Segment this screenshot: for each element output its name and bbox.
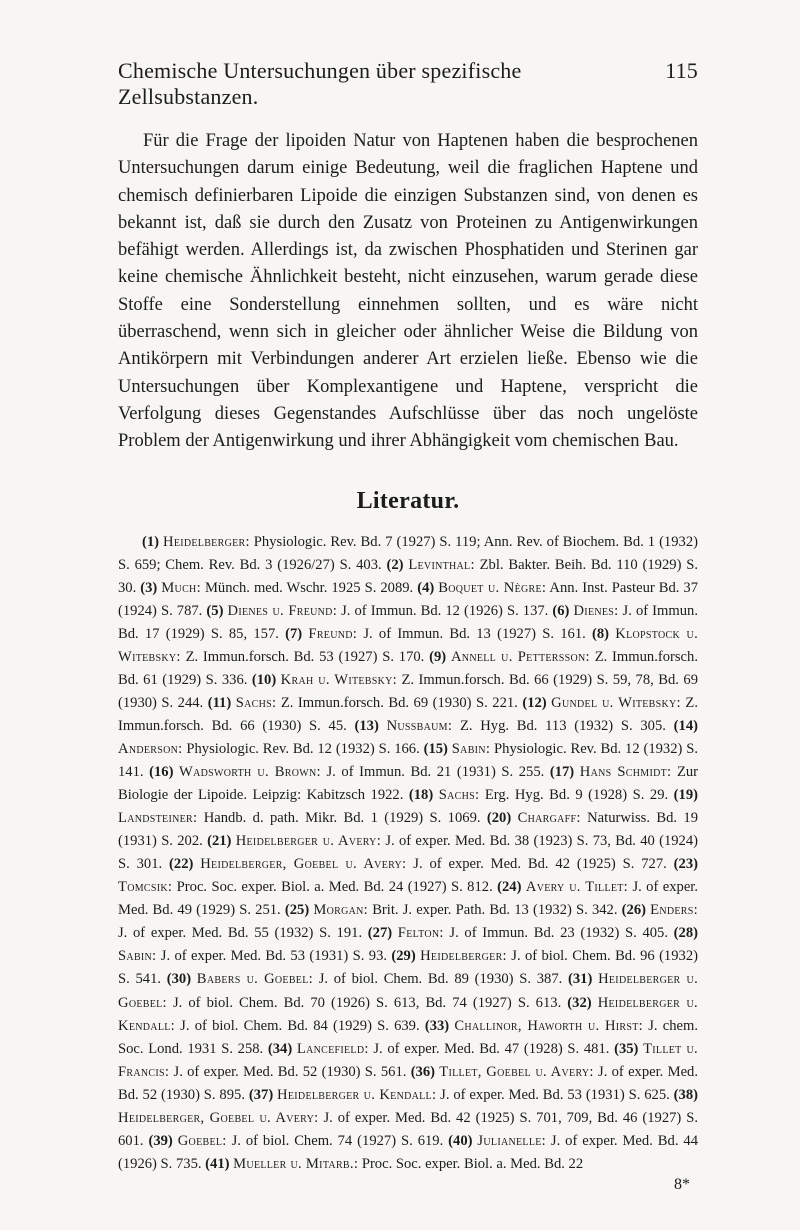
- reference-citation: Proc. Soc. exper. Biol. a. Med. Bd. 22: [358, 1155, 584, 1172]
- reference-entry: [249, 1087, 674, 1103]
- reference-entry: [149, 764, 550, 780]
- reference-citation: Z. Immun.forsch. Bd. 66 (1930) S. 45.: [118, 694, 698, 734]
- reference-authors: Krah u. Witebsky:: [280, 671, 398, 688]
- reference-authors: Freund:: [308, 625, 358, 642]
- reference-entry: [167, 971, 568, 987]
- page-number: 115: [665, 58, 698, 83]
- reference-authors: Heidelberger u. Goebel:: [118, 971, 699, 1011]
- reference-entry: [285, 626, 592, 642]
- reference-number: (28): [673, 925, 698, 942]
- reference-authors: Mueller u. Mitarb.:: [233, 1155, 359, 1172]
- reference-authors: Heidelberger u. Avery:: [235, 833, 382, 850]
- reference-entry: [169, 856, 674, 872]
- reference-entry: [205, 1156, 583, 1172]
- reference-number: (2): [386, 556, 409, 573]
- reference-authors: Much:: [161, 579, 201, 596]
- reference-number: (24): [497, 879, 526, 896]
- reference-authors: Challinor, Haworth u. Hirst:: [454, 1017, 644, 1034]
- reference-authors: Heidelberger:: [163, 533, 250, 550]
- reference-number: (7): [285, 625, 309, 642]
- reference-authors: Boquet u. Nègre:: [438, 579, 547, 596]
- reference-number: (3): [140, 579, 162, 596]
- reference-number: (22): [169, 856, 201, 873]
- reference-citation: J. of Immun. Bd. 12 (1926) S. 137.: [337, 602, 553, 619]
- reference-number: (37): [248, 1086, 278, 1103]
- reference-entry: [148, 1133, 448, 1149]
- reference-authors: Felton:: [397, 925, 444, 942]
- reference-authors: Chargaff:: [517, 810, 581, 827]
- reference-citation: J. of biol. Chem. Bd. 96 (1932) S. 541.: [118, 948, 698, 988]
- reference-authors: Heidelberger, Goebel u. Avery:: [200, 856, 407, 873]
- reference-citation: J. of exper. Med. Bd. 53 (1931) S. 93.: [156, 948, 392, 965]
- body-paragraph: Für die Frage der lipoiden Natur von Haptenen haben die besprochenen Untersuchungen darum einige Bedeutung, weil die fraglichen Haptene und chemisch definierbaren Lipoide die einzigen Substanzen sind, von denen es bekannt ist, daß sie durch den Zusatz von Proteinen zu Antigenwirkungen befähigt werden. Allerdings ist, da zwischen Phosphatiden und Sterinen gar keine chemische Ähnlichkeit besteht, nicht einzusehen, warum gerade diese Stoffe eine Sonderstellung einnehmen sollten, und es wäre nicht überraschend, wenn sich in gleicher oder ähnlicher Weise die Bildung von Antikörpern mit Verbindungen anderer Art erzielen ließe. Ebenso wie die Untersuchungen über Komplexantigene und Haptene, verspricht die Verfolgung dieses Gegenstandes Aufschlüsse über das noch ungelöste Problem der Antigenwirkung und ihrer Abhängigkeit vom chemischen Bau.: [118, 131, 698, 452]
- reference-authors: Dienes u. Freund:: [227, 602, 338, 619]
- reference-authors: Tillet u. Francis:: [118, 1040, 699, 1080]
- reference-citation: J. of exper. Med. Bd. 52 (1930) S. 561.: [169, 1063, 411, 1080]
- reference-authors: Goebel:: [177, 1132, 227, 1149]
- reference-citation: J. of exper. Med. Bd. 53 (1931) S. 625.: [436, 1086, 674, 1103]
- reference-entry: [268, 1041, 614, 1057]
- reference-number: (20): [486, 810, 518, 827]
- reference-citation: J. of exper. Med. Bd. 38 (1923) S. 73, Bd. 40 (1924) S. 301.: [118, 833, 698, 873]
- reference-number: (21): [207, 833, 236, 850]
- reference-authors: Dienes:: [573, 602, 619, 619]
- reference-authors: Anderson:: [118, 740, 183, 757]
- reference-authors: Heidelberger u. Kendall:: [118, 994, 698, 1034]
- reference-authors: Enders:: [650, 902, 698, 919]
- reference-entry: [409, 787, 674, 803]
- reference-list: [118, 531, 698, 1176]
- reference-number: (41): [205, 1155, 234, 1172]
- reference-authors: Annell u. Pettersson:: [450, 648, 590, 665]
- reference-number: (29): [391, 948, 421, 965]
- reference-number: (17): [549, 764, 580, 781]
- reference-number: (18): [408, 787, 439, 804]
- reference-citation: Zbl. Bakter. Beih. Bd. 110 (1929) S. 30.: [118, 556, 699, 596]
- reference-authors: Julianelle:: [477, 1132, 546, 1149]
- reference-authors: Avery u. Tillet:: [525, 879, 629, 896]
- reference-authors: Levinthal:: [408, 556, 475, 573]
- reference-citation: J. of Immun. Bd. 23 (1932) S. 405.: [443, 925, 674, 942]
- reference-authors: Sachs:: [438, 787, 480, 804]
- reference-citation: Proc. Soc. exper. Biol. a. Med. Bd. 24 (1927) S. 812.: [172, 879, 498, 896]
- reference-authors: Heidelberger u. Kendall:: [277, 1086, 437, 1103]
- reference-citation: J. of exper. Med. Bd. 47 (1928) S. 481.: [368, 1040, 615, 1057]
- running-head-title: Chemische Untersuchungen über spezifische Zellsubstanzen.: [118, 58, 522, 109]
- reference-citation: Physiologic. Rev. Bd. 7 (1927) S. 119; Ann. Rev. of Biochem. Bd. 1 (1932) S. 659; Chem. Rev. Bd. 3 (1926/27) S. 403.: [118, 533, 698, 573]
- reference-citation: J. of exper. Med. Bd. 49 (1929) S. 251.: [118, 879, 699, 919]
- reference-number: (5): [206, 602, 228, 619]
- reference-number: (40): [448, 1132, 478, 1149]
- reference-authors: Tillet, Goebel u. Avery:: [439, 1063, 594, 1080]
- reference-number: (27): [367, 925, 398, 942]
- reference-citation: J. of exper. Med. Bd. 55 (1932) S. 191.: [118, 925, 368, 942]
- reference-number: (8): [592, 625, 616, 642]
- reference-citation: J. of Immun. Bd. 21 (1931) S. 255.: [320, 764, 550, 781]
- reference-citation: J. of biol. Chem. 74 (1927) S. 619.: [226, 1132, 449, 1149]
- reference-authors: Heidelberger:: [420, 948, 507, 965]
- reference-citation: J. of exper. Med. Bd. 52 (1930) S. 895.: [118, 1063, 699, 1103]
- reference-citation: J. of Immun. Bd. 13 (1927) S. 161.: [357, 625, 593, 642]
- reference-citation: Erg. Hyg. Bd. 9 (1928) S. 29.: [479, 787, 674, 804]
- reference-citation: J. of biol. Chem. Bd. 84 (1929) S. 639.: [174, 1017, 425, 1034]
- reference-number: (19): [673, 787, 698, 804]
- reference-number: (33): [424, 1017, 455, 1034]
- reference-citation: Zur Biologie der Lipoide. Leipzig: Kabitzsch 1922.: [118, 764, 699, 804]
- reference-number: (31): [568, 971, 599, 988]
- reference-authors: Landsteiner:: [118, 810, 198, 827]
- reference-number: (15): [423, 740, 452, 757]
- reference-number: (30): [166, 971, 197, 988]
- page: [118, 58, 698, 1194]
- reference-authors: Hans Schmidt:: [579, 764, 672, 781]
- reference-authors: Lancefield:: [296, 1040, 369, 1057]
- reference-citation: Physiologic. Rev. Bd. 12 (1932) S. 141.: [118, 740, 699, 781]
- reference-citation: Z. Hyg. Bd. 113 (1932) S. 305.: [452, 717, 674, 734]
- reference-number: (12): [522, 694, 552, 711]
- reference-citation: J. of biol. Chem. Bd. 70 (1926) S. 613, Bd. 74 (1927) S. 613.: [166, 994, 568, 1011]
- reference-number: (35): [614, 1040, 644, 1057]
- reference-citation: Z. Immun.forsch. Bd. 61 (1929) S. 336.: [118, 648, 698, 688]
- reference-entry: [368, 925, 674, 941]
- reference-number: (14): [673, 717, 698, 734]
- running-head: [118, 58, 698, 110]
- reference-citation: J. of biol. Chem. Bd. 89 (1930) S. 387.: [312, 971, 569, 988]
- reference-citation: Handb. d. path. Mikr. Bd. 1 (1929) S. 1069.: [197, 810, 487, 827]
- reference-authors: Klopstock u. Witebsky:: [118, 625, 699, 665]
- reference-number: (11): [207, 694, 236, 711]
- reference-citation: Z. Immun.forsch. Bd. 69 (1930) S. 221.: [276, 694, 523, 711]
- reference-number: (32): [567, 994, 598, 1011]
- reference-citation: Brit. J. exper. Path. Bd. 13 (1932) S. 342.: [368, 902, 622, 919]
- sheet-signature: 8*: [674, 1175, 690, 1193]
- reference-citation: Z. Immun.forsch. Bd. 53 (1927) S. 170.: [180, 648, 430, 665]
- reference-entry: [208, 695, 523, 711]
- reference-number: (1): [142, 533, 163, 550]
- reference-entry: [140, 580, 417, 596]
- reference-authors: Sabin:: [118, 948, 157, 965]
- reference-citation: Münch. med. Wschr. 1925 S. 2089.: [200, 579, 418, 596]
- reference-number: (10): [251, 671, 281, 688]
- reference-citation: Physiologic. Rev. Bd. 12 (1932) S. 166.: [182, 740, 424, 757]
- reference-authors: Tomcsik:: [118, 879, 173, 896]
- reference-citation: Naturwiss. Bd. 19 (1931) S. 202.: [118, 810, 698, 850]
- reference-authors: Babers u. Goebel:: [196, 971, 313, 988]
- reference-authors: Wadsworth u. Brown:: [179, 764, 321, 781]
- reference-number: (9): [429, 648, 451, 665]
- reference-entry: [285, 902, 622, 918]
- reference-authors: Gundel u. Witebsky:: [551, 694, 681, 711]
- reference-entry: [355, 718, 674, 734]
- reference-citation: Z. Immun.forsch. Bd. 66 (1929) S. 59, 78, Bd. 69 (1930) S. 244.: [118, 671, 698, 711]
- reference-number: (25): [284, 902, 314, 919]
- reference-citation: J. of exper. Med. Bd. 44 (1926) S. 735.: [118, 1132, 698, 1172]
- reference-citation: J. of exper. Med. Bd. 42 (1925) S. 727.: [406, 856, 674, 873]
- reference-citation: J. of exper. Med. Bd. 42 (1925) S. 701, 709, Bd. 46 (1927) S. 601.: [118, 1109, 699, 1149]
- reference-number: (34): [267, 1040, 297, 1057]
- reference-authors: Sabin:: [451, 740, 491, 757]
- reference-number: (4): [417, 579, 439, 596]
- reference-number: (36): [410, 1063, 440, 1080]
- reference-number: (23): [673, 856, 698, 873]
- reference-number: (13): [354, 717, 387, 734]
- reference-authors: Nussbaum:: [386, 717, 453, 734]
- reference-citation: J. of Immun. Bd. 17 (1929) S. 85, 157.: [118, 602, 698, 642]
- reference-number: (26): [621, 902, 651, 919]
- reference-authors: Morgan:: [313, 902, 369, 919]
- reference-number: (6): [552, 602, 574, 619]
- reference-number: (38): [673, 1086, 698, 1103]
- reference-number: (39): [148, 1132, 178, 1149]
- reference-authors: Heidelberger, Goebel u. Avery:: [118, 1109, 319, 1126]
- literature-heading: Literatur.: [356, 487, 460, 514]
- reference-citation: Ann. Inst. Pasteur Bd. 37 (1924) S. 787.: [118, 579, 699, 619]
- reference-number: (16): [149, 764, 180, 781]
- reference-authors: Sachs:: [235, 694, 277, 711]
- reference-entry: [206, 603, 552, 619]
- reference-citation: J. chem. Soc. Lond. 1931 S. 258.: [118, 1017, 698, 1057]
